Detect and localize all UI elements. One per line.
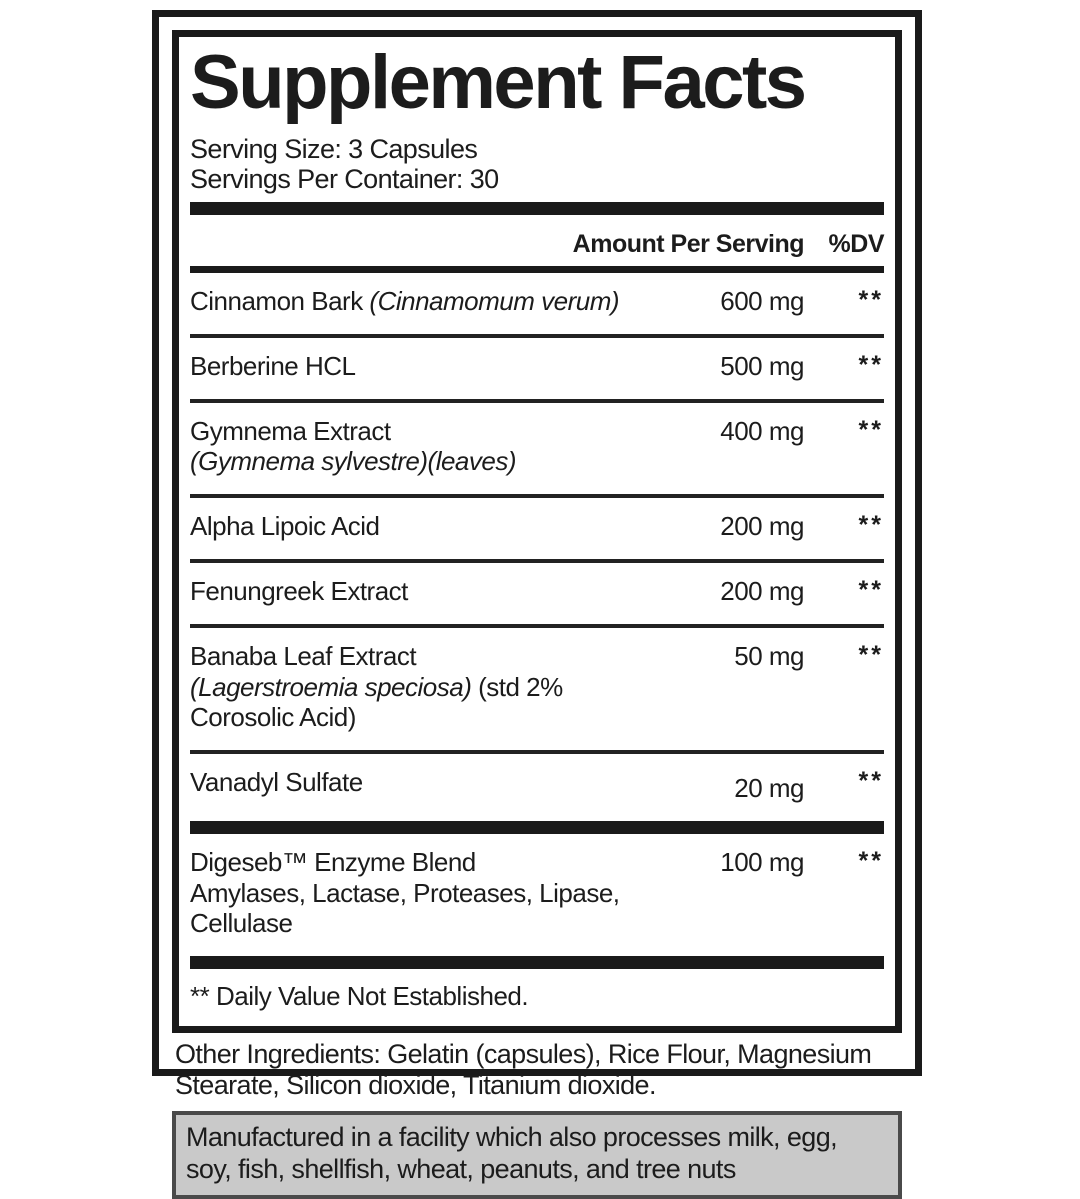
serving-size: Serving Size: 3 Capsules bbox=[190, 134, 478, 165]
ingredient-name: Banaba Leaf Extract (Lagerstroemia speciosa) (std 2% Corosolic Acid) bbox=[190, 640, 563, 733]
supplement-label bbox=[152, 10, 922, 1184]
ingredient-row-banaba-leaf-extract bbox=[190, 628, 884, 750]
ingredient-amount: 200 mg bbox=[720, 510, 804, 541]
panel-title: Supplement Facts bbox=[190, 40, 805, 125]
divider-thick-blend bbox=[190, 821, 884, 834]
ingredient-amount: 400 mg bbox=[720, 415, 804, 446]
ingredient-name: Gymnema Extract (Gymnema sylvestre)(leaves) bbox=[190, 415, 517, 477]
ingredient-amount: 500 mg bbox=[720, 350, 804, 381]
ingredient-dv: ** bbox=[858, 846, 884, 875]
supplement-facts-panel bbox=[172, 30, 902, 1033]
ingredient-dv: ** bbox=[858, 350, 884, 379]
ingredient-row-fenungreek-extract bbox=[190, 563, 884, 624]
ingredient-dv: ** bbox=[858, 285, 884, 314]
ingredient-row-cinnamon-bark bbox=[190, 273, 884, 334]
ingredient-amount: 200 mg bbox=[720, 575, 804, 606]
ingredient-row-gymnema-extract bbox=[190, 403, 884, 494]
ingredient-row-alpha-lipoic-acid bbox=[190, 498, 884, 559]
divider-thick-top bbox=[190, 202, 884, 215]
amount-per-serving-header: Amount Per Serving bbox=[572, 229, 804, 258]
ingredient-name: Cinnamon Bark (Cinnamomum verum) bbox=[190, 285, 620, 316]
ingredient-name: Berberine HCL bbox=[190, 350, 356, 381]
servings-per-container: Servings Per Container: 30 bbox=[190, 164, 499, 195]
ingredient-dv: ** bbox=[858, 575, 884, 604]
allergen-notice-box: Manufactured in a facility which also processes milk, egg, soy, fish, shellfish, wheat, peanuts, and tree nuts bbox=[172, 1111, 902, 1199]
ingredient-row-digeseb-enzyme-blend bbox=[190, 834, 884, 956]
other-ingredients: Other Ingredients: Gelatin (capsules), Rice Flour, Magnesium Stearate, Silicon dioxide, Titanium dioxide. bbox=[175, 1038, 872, 1100]
divider-thick-bottom bbox=[190, 956, 884, 969]
ingredient-name: Alpha Lipoic Acid bbox=[190, 510, 380, 541]
ingredient-name: Vanadyl Sulfate bbox=[190, 766, 363, 797]
ingredient-dv: ** bbox=[858, 510, 884, 539]
ingredient-row-vanadyl-sulfate bbox=[190, 754, 884, 821]
ingredient-name: Digeseb™ Enzyme Blend Amylases, Lactase, Proteases, Lipase, Cellulase bbox=[190, 846, 620, 939]
ingredient-dv: ** bbox=[858, 415, 884, 444]
ingredient-amount: 100 mg bbox=[720, 846, 804, 877]
ingredient-dv: ** bbox=[858, 766, 884, 795]
percent-dv-header: %DV bbox=[828, 229, 884, 258]
divider-under-header bbox=[190, 266, 884, 273]
ingredient-row-berberine-hcl bbox=[190, 338, 884, 399]
ingredient-amount: 50 mg bbox=[734, 640, 804, 671]
ingredient-dv: ** bbox=[858, 640, 884, 669]
dv-footnote: ** Daily Value Not Established. bbox=[190, 980, 529, 1011]
ingredient-name: Fenungreek Extract bbox=[190, 575, 408, 606]
ingredient-amount: 600 mg bbox=[720, 285, 804, 316]
column-header-row bbox=[190, 221, 884, 266]
ingredient-amount: 20 mg bbox=[734, 772, 804, 803]
